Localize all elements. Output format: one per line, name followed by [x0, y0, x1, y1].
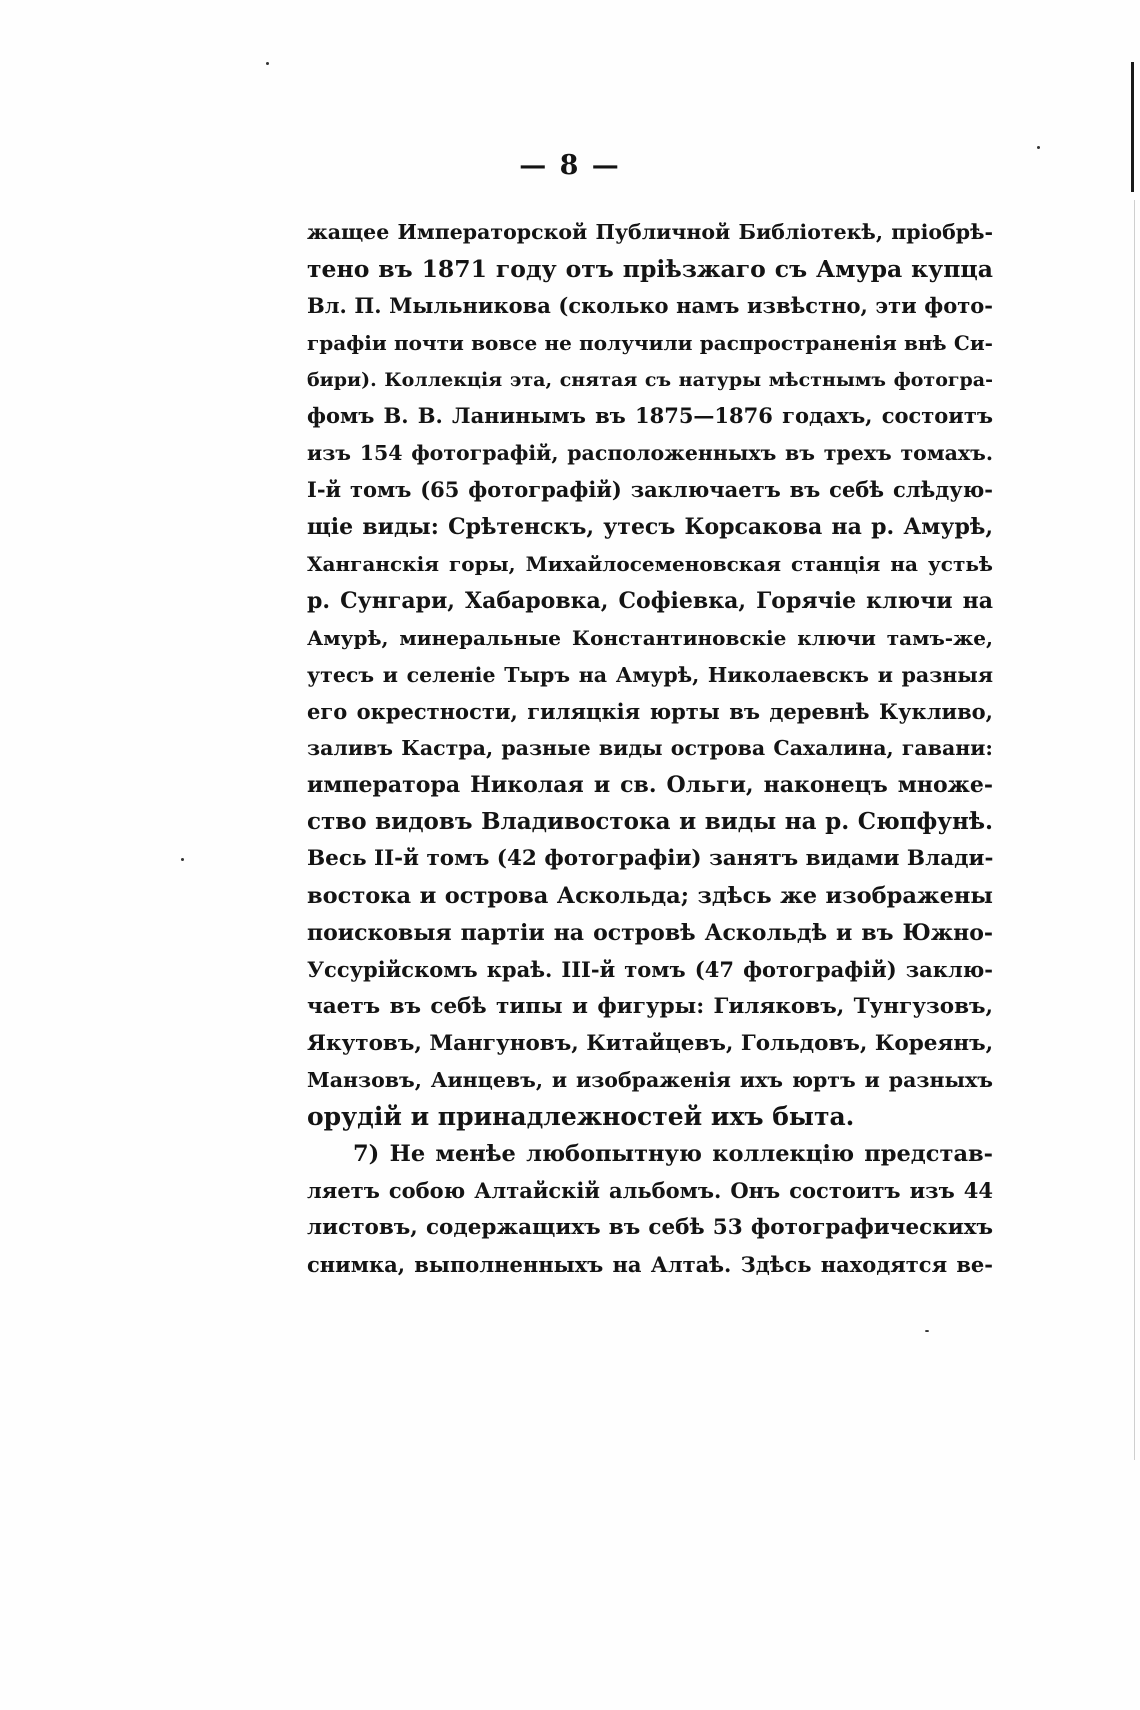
text-line: р. Сунгари, Хабаровка, Софіевка, Горячіе ключи на: [307, 587, 993, 614]
print-speck: [925, 1330, 929, 1332]
print-speck: [266, 62, 269, 65]
text-line: ляетъ собою Алтайскій альбомъ. Онъ состоитъ изъ 44: [307, 1178, 993, 1204]
print-speck: [1037, 146, 1040, 149]
text-line: заливъ Кастра, разные виды острова Сахалина, гавани:: [307, 736, 993, 761]
text-line: тено въ 1871 году отъ пріѣзжаго съ Амура купца: [307, 254, 993, 283]
text-line: Уссурійскомъ краѣ. ІІІ-й томъ (47 фотографій) заклю-: [307, 956, 993, 982]
text-line: востока и острова Аскольда; здѣсь же изображены: [307, 883, 993, 910]
text-line: Якутовъ, Мангуновъ, Китайцевъ, Гольдовъ, Кореянъ,: [307, 1030, 994, 1056]
text-line: бири). Коллекція эта, снятая съ натуры мѣстнымъ фотогра-: [307, 368, 993, 391]
page-number: — 8 —: [519, 150, 621, 181]
page-edge-line: [1134, 200, 1135, 1460]
text-line: орудій и принадлежностей ихъ быта.: [307, 1102, 855, 1132]
text-line: Весь ІІ-й томъ (42 фотографіи) занятъ видами Влади-: [307, 846, 994, 872]
text-line: императора Николая и св. Ольги, наконецъ множе-: [307, 772, 993, 799]
text-line: Ханганскія горы, Михайлосеменовская станція на устьѣ: [307, 552, 993, 577]
text-line: утесъ и селеніе Тыръ на Амурѣ, Николаевскъ и разныя: [307, 662, 993, 687]
text-line: его окрестности, гиляцкія юрты въ деревнѣ Кукливо,: [307, 698, 993, 724]
text-line: ство видовъ Владивостока и виды на р. Сюпфунѣ.: [307, 808, 993, 836]
text-line: графіи почти вовсе не получили распространенія внѣ Си-: [307, 330, 993, 355]
text-line: снимка, выполненныхъ на Алтаѣ. Здѣсь находятся ве-: [307, 1251, 993, 1277]
text-line: изъ 154 фотографій, расположенныхъ въ трехъ томахъ.: [307, 441, 993, 466]
paragraph: [307, 214, 993, 1136]
text-line: щіе виды: Срѣтенскъ, утесъ Корсакова на р. Амурѣ,: [307, 514, 993, 541]
body-text: [307, 214, 993, 1284]
text-line: фомъ В. В. Ланинымъ въ 1875—1876 годахъ, состоитъ: [307, 403, 993, 429]
text-line: жащее Императорской Публичной Библіотекѣ, пріобрѣ-: [307, 220, 993, 244]
text-line: чаетъ въ себѣ типы и фигуры: Гиляковъ, Тунгузовъ,: [307, 993, 993, 1019]
paragraph: [307, 1136, 993, 1284]
text-line: поисковыя партіи на островѣ Аскольдѣ и въ Южно-: [307, 919, 993, 946]
text-line: 7) Не менѣе любопытную коллекцію представ-: [353, 1141, 993, 1168]
text-line: Вл. П. Мыльникова (сколько намъ извѣстно, эти фото-: [307, 292, 993, 318]
print-speck: [181, 858, 184, 861]
text-line: Амурѣ, минеральные Константиновскіе ключи тамъ-же,: [307, 625, 993, 650]
text-line: Манзовъ, Аинцевъ, и изображенія ихъ юртъ и разныхъ: [307, 1068, 993, 1093]
text-line: І-й томъ (65 фотографій) заключаетъ въ себѣ слѣдую-: [307, 477, 993, 503]
text-line: листовъ, содержащихъ въ себѣ 53 фотографическихъ: [307, 1215, 993, 1241]
